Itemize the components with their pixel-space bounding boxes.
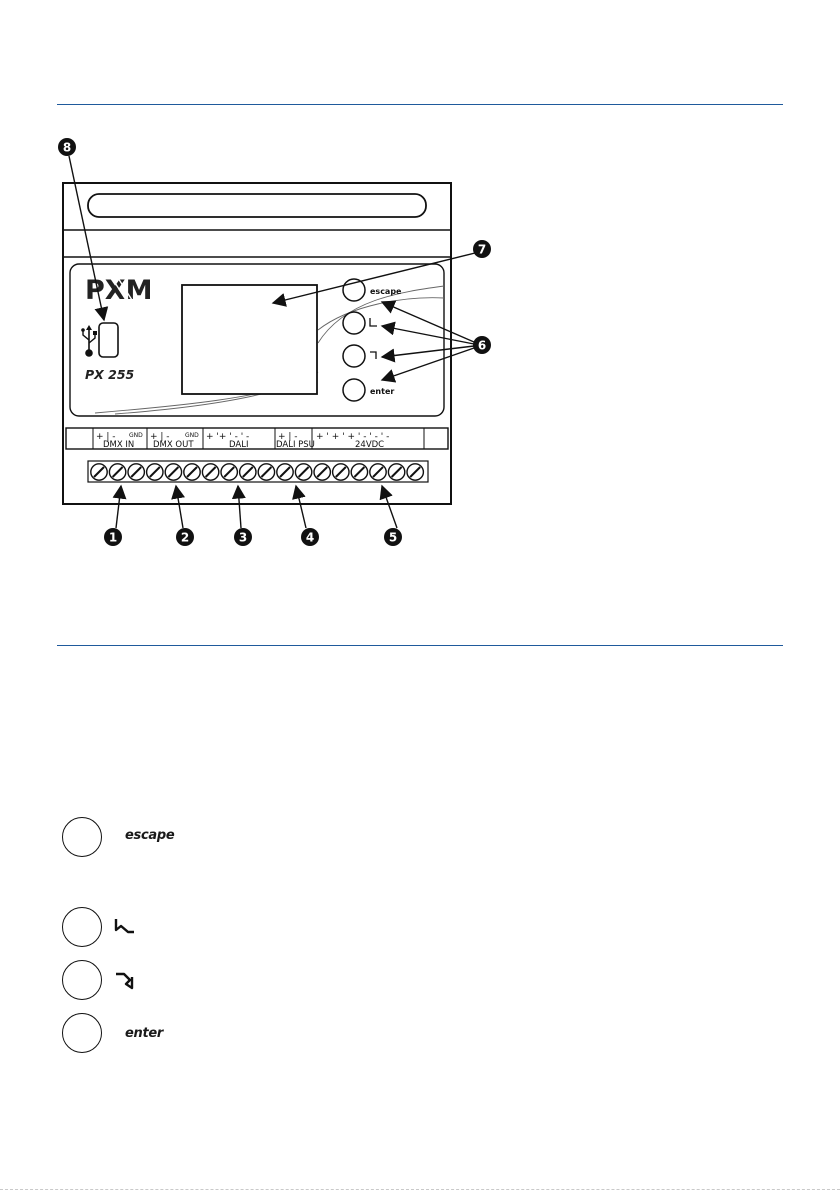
svg-text:+ ' + ' + ' - ' - ' -: + ' + ' + ' - ' - ' -: [316, 432, 390, 442]
legend-enter-button: [62, 1013, 102, 1053]
page-footer-rule: [0, 1189, 840, 1190]
svg-text:+ | -: + | -: [150, 432, 170, 442]
callout-5: [384, 528, 402, 546]
up-arrow-icon: [114, 916, 136, 938]
svg-text:+ '+ ' - ' -: + '+ ' - ' -: [206, 432, 250, 442]
callout-3: [234, 528, 252, 546]
svg-text:escape: escape: [370, 287, 402, 296]
svg-text:+ | -: + | -: [278, 432, 298, 442]
svg-text:GND: GND: [185, 432, 199, 439]
down-arrow-icon: [114, 970, 136, 992]
device-diagram: [0, 0, 840, 560]
svg-text:+ | -: + | -: [96, 432, 116, 442]
svg-text:DMX IN: DMX IN: [103, 440, 135, 450]
svg-text:GND: GND: [129, 432, 143, 439]
model-label: PX 255: [85, 367, 135, 382]
callout-6: [473, 336, 491, 354]
callout-1: [104, 528, 122, 546]
svg-text:enter: enter: [370, 387, 395, 396]
svg-text:2: 2: [180, 530, 190, 545]
down-button-diagram: [343, 345, 365, 367]
usb-port: [99, 323, 118, 357]
legend-escape-label: escape: [125, 828, 175, 843]
legend-enter-label: enter: [125, 1026, 164, 1041]
legend-up-button: [62, 907, 102, 947]
svg-text:4: 4: [305, 530, 315, 545]
lcd-display: [182, 285, 317, 394]
enter-button-diagram: [343, 379, 365, 401]
section-divider: [57, 645, 783, 646]
svg-text:6: 6: [477, 338, 487, 353]
top-slot: [88, 194, 426, 217]
svg-text:7: 7: [477, 242, 487, 257]
svg-text:DMX OUT: DMX OUT: [153, 440, 194, 450]
svg-text:1: 1: [108, 530, 118, 545]
screw-terminal-block: [88, 461, 428, 482]
svg-text:8: 8: [62, 140, 72, 155]
callout-8: [58, 138, 76, 156]
callout-7: [473, 240, 491, 258]
svg-text:PXM: PXM: [85, 275, 153, 306]
callout-2: [176, 528, 194, 546]
svg-text:5: 5: [388, 530, 398, 545]
terminal-label-strip: [66, 428, 448, 450]
up-button-diagram: [343, 312, 365, 334]
svg-text:24VDC: 24VDC: [355, 440, 385, 450]
callout-4: [301, 528, 319, 546]
svg-text:3: 3: [238, 530, 248, 545]
svg-text:DALI PSU: DALI PSU: [276, 440, 315, 450]
legend-down-button: [62, 960, 102, 1000]
legend-escape-button: [62, 817, 102, 857]
svg-text:DALI: DALI: [229, 440, 249, 450]
